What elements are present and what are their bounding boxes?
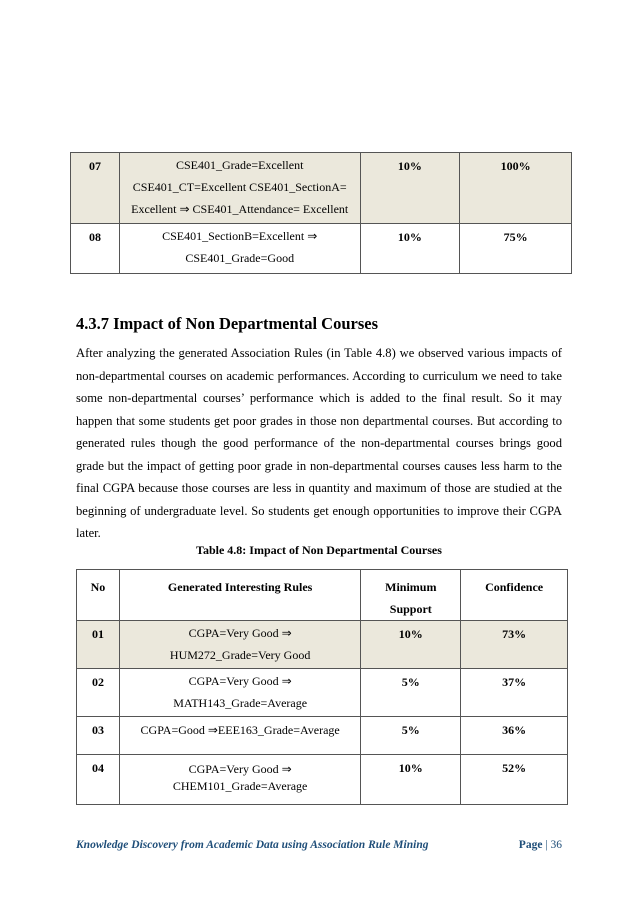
support-cell: 5% bbox=[361, 717, 461, 755]
rule-line: CSE401_Grade=Good bbox=[185, 251, 295, 265]
row-number: 07 bbox=[71, 153, 120, 224]
support-cell: 10% bbox=[360, 224, 460, 274]
page-number: 36 bbox=[550, 839, 562, 851]
section-paragraph: After analyzing the generated Association Rules (in Table 4.8) we observed various impacts of non-departmental courses on academic performances. According to curriculum we need to take some non-departmental courses’ performance which is added to the final result. So it may happen that some students get poor grades in those non departmental courses. But according to generated rules though the good performance of the non-departmental courses brings good grade but the impact of getting poor grade in non-departmental courses causes less harm to the final CGPA because those courses are less in quantity and maximum of those are studied at the beginning of undergraduate level. So students get enough opportunities to improve their CGPA later. bbox=[76, 346, 562, 540]
table-row bbox=[77, 669, 568, 717]
support-cell: 10% bbox=[361, 621, 461, 669]
top-table bbox=[70, 152, 572, 274]
rule-line: Excellent ⇒ CSE401_Attendance= Excellent bbox=[131, 202, 349, 216]
table-caption: Table 4.8: Impact of Non Departmental Courses bbox=[196, 543, 442, 557]
rule-cell bbox=[119, 153, 360, 224]
table-header-row bbox=[77, 570, 568, 621]
row-number: 03 bbox=[77, 717, 120, 755]
support-cell: 5% bbox=[361, 669, 461, 717]
row-number: 04 bbox=[77, 755, 120, 805]
rule-cell bbox=[119, 755, 361, 805]
header-rules: Generated Interesting Rules bbox=[119, 570, 361, 621]
table-4-8 bbox=[76, 569, 568, 805]
rule-line: MATH143_Grade=Average bbox=[173, 696, 308, 710]
header-support-line2: Support bbox=[389, 602, 432, 616]
table-row bbox=[77, 621, 568, 669]
header-no: No bbox=[77, 570, 120, 621]
rule-line: CGPA=Very Good ⇒ bbox=[188, 674, 292, 688]
rule-line: CSE401_SectionB=Excellent ⇒ bbox=[162, 229, 318, 243]
row-number: 02 bbox=[77, 669, 120, 717]
rule-cell bbox=[119, 224, 360, 274]
rule-line: CGPA=Very Good ⇒ bbox=[188, 626, 292, 640]
rule-cell bbox=[119, 717, 361, 755]
row-number: 01 bbox=[77, 621, 120, 669]
section-heading: 4.3.7 Impact of Non Departmental Courses bbox=[76, 314, 379, 333]
table-row bbox=[71, 224, 572, 274]
rule-cell bbox=[119, 669, 361, 717]
footer-page bbox=[519, 839, 562, 851]
table-row bbox=[71, 153, 572, 224]
rule-line: CGPA=Good ⇒EEE163_Grade=Average bbox=[140, 723, 340, 737]
support-cell: 10% bbox=[361, 755, 461, 805]
page-label: Page bbox=[518, 839, 543, 851]
rule-line: CHEM101_Grade=Average bbox=[172, 779, 308, 793]
confidence-cell: 52% bbox=[461, 755, 568, 805]
row-number: 08 bbox=[71, 224, 120, 274]
header-support bbox=[361, 570, 461, 621]
confidence-cell: 37% bbox=[461, 669, 568, 717]
table-row bbox=[77, 717, 568, 755]
confidence-cell: 75% bbox=[460, 224, 572, 274]
confidence-cell: 36% bbox=[461, 717, 568, 755]
footer-title: Knowledge Discovery from Academic Data using Association Rule Mining bbox=[76, 839, 429, 851]
rule-line: CSE401_CT=Excellent CSE401_SectionA= bbox=[132, 180, 347, 194]
table-row bbox=[77, 755, 568, 805]
confidence-cell: 100% bbox=[460, 153, 572, 224]
rule-line: HUM272_Grade=Very Good bbox=[169, 648, 311, 662]
support-cell: 10% bbox=[360, 153, 460, 224]
confidence-cell: 73% bbox=[461, 621, 568, 669]
rule-cell bbox=[119, 621, 361, 669]
header-support-line1: Minimum bbox=[385, 580, 437, 594]
page-separator: | bbox=[542, 839, 551, 851]
rule-line: CSE401_Grade=Excellent bbox=[176, 158, 304, 172]
header-confidence: Confidence bbox=[461, 570, 568, 621]
rule-line: CGPA=Very Good ⇒ bbox=[188, 762, 292, 776]
